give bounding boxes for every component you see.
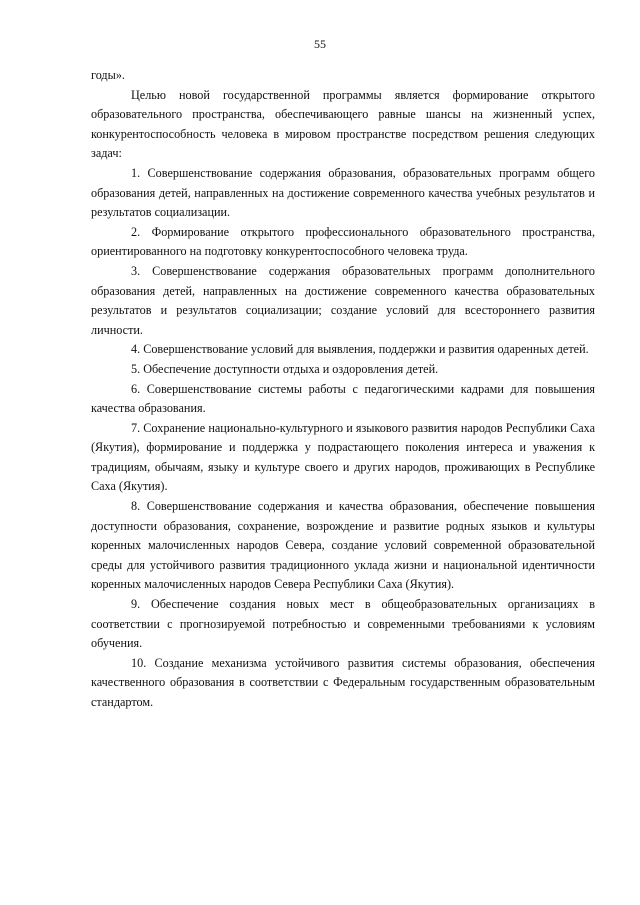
task-item-9: 9. Обеспечение создания новых мест в общеобразовательных организациях в соответствии с прогнозируемой потребностью и современными требованиями к условиям обучения.	[91, 597, 595, 651]
paragraph-program-goal: Целью новой государственной программы является формирование открытого образовательного пространства, обеспечивающего равные шансы на жизненный успех, конкурентоспособность человека в мировом пространстве посредством решения следующих задач:	[91, 87, 595, 161]
paragraph-continuation: годы».	[91, 68, 125, 82]
document-body	[91, 66, 595, 713]
task-item-6: 6. Совершенствование системы работы с педагогическими кадрами для повышения качества образования.	[91, 381, 595, 416]
task-item-1: 1. Совершенствование содержания образования, образовательных программ общего образования детей, направленных на достижение современного качества учебных результатов и результатов социализации.	[91, 165, 595, 220]
page-number: 55	[314, 37, 326, 51]
task-item-2: 2. Формирование открытого профессионального образовательного пространства, ориентированного на подготовку конкурентоспособного человека труда.	[91, 224, 595, 259]
task-item-5: 5. Обеспечение доступности отдыха и оздоровления детей.	[131, 361, 439, 376]
task-item-10: 10. Создание механизма устойчивого развития системы образования, обеспечения качественного образования в соответствии с Федеральным государственным образовательным стандартом.	[91, 655, 595, 709]
task-item-7: 7. Сохранение национально-культурного и языкового развития народов Республики Саха (Якутия), формирование и поддержка у подрастающего поколения интереса и уважения к традициям, обычаям, языку и культуре своего и других народов, проживающих в Республике Саха (Якутия).	[91, 420, 595, 494]
task-item-4: 4. Совершенствование условий для выявления, поддержки и развития одаренных детей.	[131, 342, 589, 357]
task-item-8: 8. Совершенствование содержания и качества образования, обеспечение повышения доступности образования, сохранение, возрождение и развитие родных языков и культуры коренных малочисленных народов Севера, создание условий современной образовательной среды для устойчивого развития традиционного уклада жизни и национальной идентичности коренных малочисленных народов Севера Республики Саха (Якутия).	[91, 499, 595, 592]
task-item-3: 3. Совершенствование содержания образовательных программ дополнительного образования детей, направленных на достижение современного качества образовательных результатов и результатов социализации; создание условий для всестороннего развития личности.	[91, 263, 595, 337]
